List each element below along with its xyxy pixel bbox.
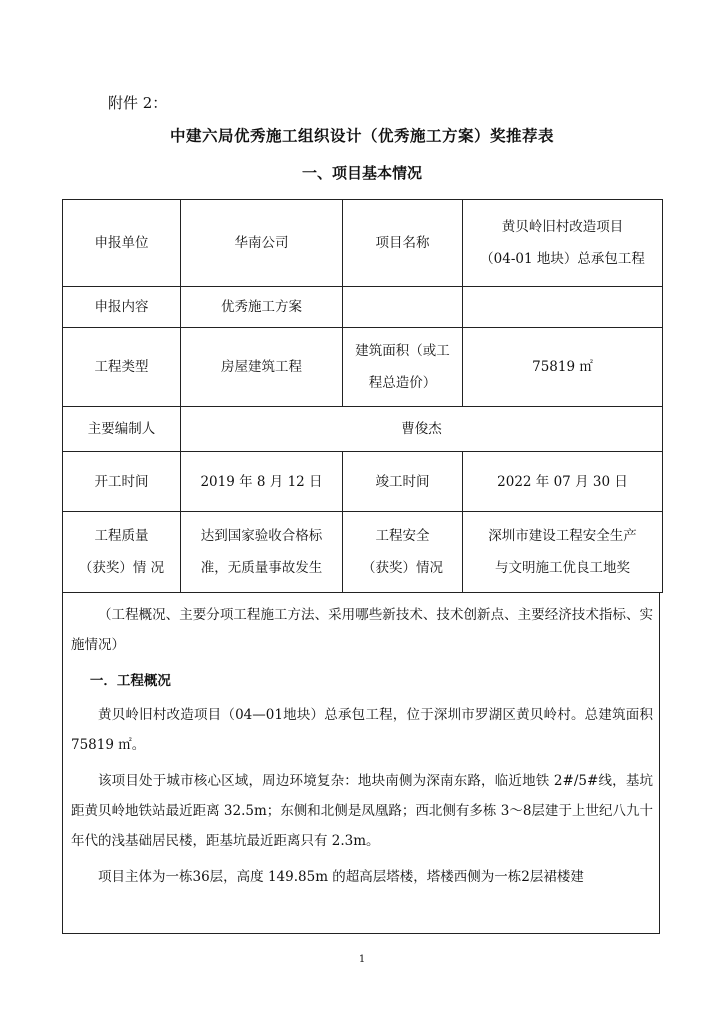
project-name-line2: （04-01 地块）总承包工程: [480, 251, 645, 267]
overview-heading: 一．工程概况: [89, 673, 171, 689]
cell-value-content: 优秀施工方案: [181, 287, 343, 328]
cell-value-area: 75819 ㎡: [463, 328, 663, 407]
table-row: [63, 287, 663, 328]
cell-label-quality: [63, 512, 181, 593]
safety-value-line2: 与文明施工优良工地奖: [495, 560, 630, 576]
section-heading: 一、项目基本情况: [301, 164, 422, 182]
table-row: [63, 452, 663, 512]
table-row: [63, 328, 663, 407]
safety-label-line1: 工程安全: [375, 528, 430, 544]
cell-label-applicant-unit: 申报单位: [63, 200, 181, 287]
description-intro: （工程概况、主要分项工程施工方法、采用哪些新技术、技术创新点、主要经济技术指标、实施情况）: [71, 607, 653, 653]
cell-value-project-type: 房屋建筑工程: [181, 328, 343, 407]
table-row: [63, 407, 663, 452]
project-name-line1: 黄贝岭旧村改造项目: [501, 219, 624, 235]
project-info-table: [62, 199, 663, 593]
cell-label-end-date: 竣工时间: [343, 452, 463, 512]
overview-paragraph-2: 该项目处于城市核心区域，周边环境复杂：地块南侧为深南东路，临近地铁 2#/5#线，基坑距黄贝岭地铁站最近距离 32.5m；东侧和北侧是凤凰路；西北侧有多栋 3～8层建于上世纪八九十年代的浅基础居民楼，距基坑最近距离只有 2.3m。: [71, 773, 653, 849]
overview-paragraph-1: 黄贝岭旧村改造项目（04—01地块）总承包工程，位于深圳市罗湖区黄贝岭村。总建筑面积 75819 ㎡。: [71, 707, 653, 753]
area-label-line1: 建筑面积（或工: [355, 343, 450, 359]
cell-value-project-name: [463, 200, 663, 287]
cell-empty: [343, 287, 463, 328]
safety-label-line2: （获奖）情况: [362, 560, 443, 576]
cell-label-content: 申报内容: [63, 287, 181, 328]
page-number: 1: [358, 954, 366, 965]
cell-value-applicant-unit: 华南公司: [181, 200, 343, 287]
area-label-line2: 程总造价）: [368, 375, 437, 391]
cell-value-main-author: 曹俊杰: [181, 407, 663, 452]
cell-value-start-date: 2019 年 8 月 12 日: [181, 452, 343, 512]
quality-label-line2: （获奖）情 况: [78, 560, 165, 576]
quality-value-line2: 准，无质量事故发生: [200, 560, 323, 576]
cell-value-quality: [181, 512, 343, 593]
project-description-box: [62, 592, 660, 934]
cell-label-safety: [343, 512, 463, 593]
safety-value-line1: 深圳市建设工程安全生产: [488, 528, 637, 544]
quality-label-line1: 工程质量: [94, 528, 149, 544]
cell-empty: [463, 287, 663, 328]
table-row: [63, 200, 663, 287]
cell-label-main-author: 主要编制人: [63, 407, 181, 452]
form-title: 中建六局优秀施工组织设计（优秀施工方案）奖推荐表: [169, 127, 554, 145]
cell-label-start-date: 开工时间: [63, 452, 181, 512]
cell-value-safety: [463, 512, 663, 593]
cell-label-project-name: 项目名称: [343, 200, 463, 287]
overview-paragraph-3: 项目主体为一栋36层，高度 149.85m 的超高层塔楼，塔楼西侧为一栋2层裙楼建: [98, 869, 584, 885]
table-row: [63, 512, 663, 593]
cell-label-project-type: 工程类型: [63, 328, 181, 407]
cell-label-area: [343, 328, 463, 407]
attachment-label: 附件 2：: [108, 94, 168, 112]
cell-value-end-date: 2022 年 07 月 30 日: [463, 452, 663, 512]
quality-value-line1: 达到国家验收合格标: [200, 528, 323, 544]
